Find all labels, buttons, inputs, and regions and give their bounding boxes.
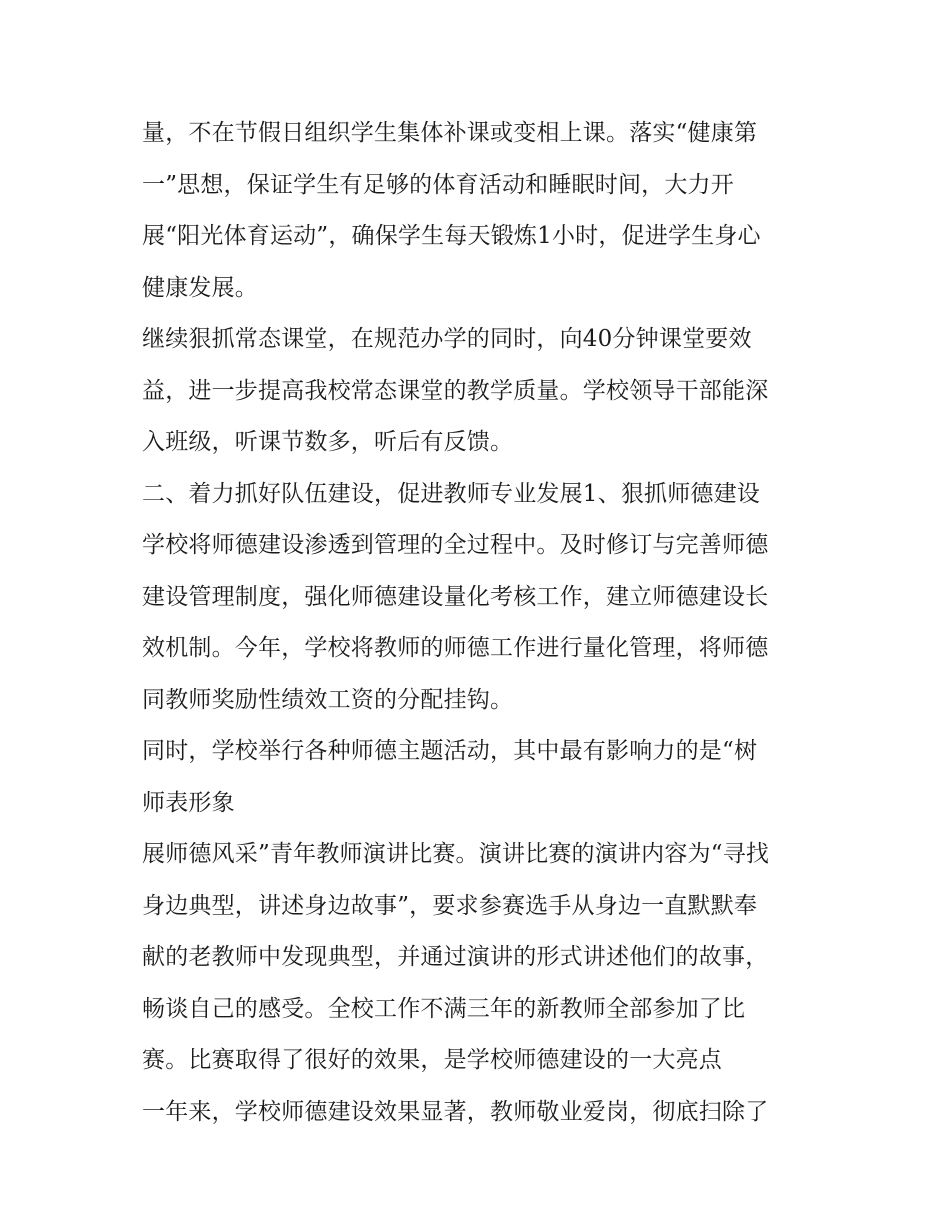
text-line-1: 量，不在节假日组织学生集体补课或变相上课。落实“健康第 — [142, 120, 758, 146]
text-line-5: 继续狠抓常态课堂，在规范办学的同时，向40分钟课堂要效 — [142, 326, 752, 352]
text-line-12: 同教师奖励性绩效工资的分配挂钩。 — [142, 686, 514, 713]
text-line-17: 献的老教师中发现典型，并通过演讲的形式讲述他们的故事， — [142, 944, 769, 970]
text-line-15: 展师德风采”青年教师演讲比赛。演讲比赛的演讲内容为“寻找 — [142, 841, 770, 867]
text-line-6: 益，进一步提高我校常态课堂的教学质量。学校领导干部能深 — [142, 377, 769, 404]
body-text — [142, 108, 832, 1138]
text-line-4: 健康发展。 — [142, 274, 258, 301]
text-line-9: 学校将师德建设渗透到管理的全过程中。及时修订与完善师德 — [142, 532, 769, 558]
text-line-11: 效机制。今年，学校将教师的师德工作进行量化管理，将师德 — [142, 635, 769, 661]
text-line-2: 一”思想，保证学生有足够的体育活动和睡眠时间，大力开 — [142, 171, 734, 198]
text-line-10: 建设管理制度，强化师德建设量化考核工作，建立师德建设长 — [142, 583, 769, 610]
text-line-8: 二、着力抓好队伍建设，促进教师专业发展1、狠抓师德建设 — [142, 480, 761, 507]
text-line-13: 同时，学校举行各种师德主题活动，其中最有影响力的是“树 — [142, 738, 758, 764]
text-line-16: 身边典型，讲述身边故事”，要求参赛选手从身边一直默默奉 — [142, 892, 758, 919]
text-line-20: 一年来，学校师德建设效果显著，教师敬业爱岗，彻底扫除了 — [142, 1098, 769, 1125]
text-line-14: 师表形象 — [142, 789, 235, 816]
text-line-19: 赛。比赛取得了很好的效果，是学校师德建设的一大亮点 — [142, 1047, 722, 1073]
text-line-7: 入班级，听课节数多，听后有反馈。 — [142, 429, 514, 455]
text-line-18: 畅谈自己的感受。全校工作不满三年的新教师全部参加了比 — [142, 995, 746, 1022]
text-line-3: 展“阳光体育运动”，确保学生每天锻炼1小时，促进学生身心 — [142, 223, 761, 249]
